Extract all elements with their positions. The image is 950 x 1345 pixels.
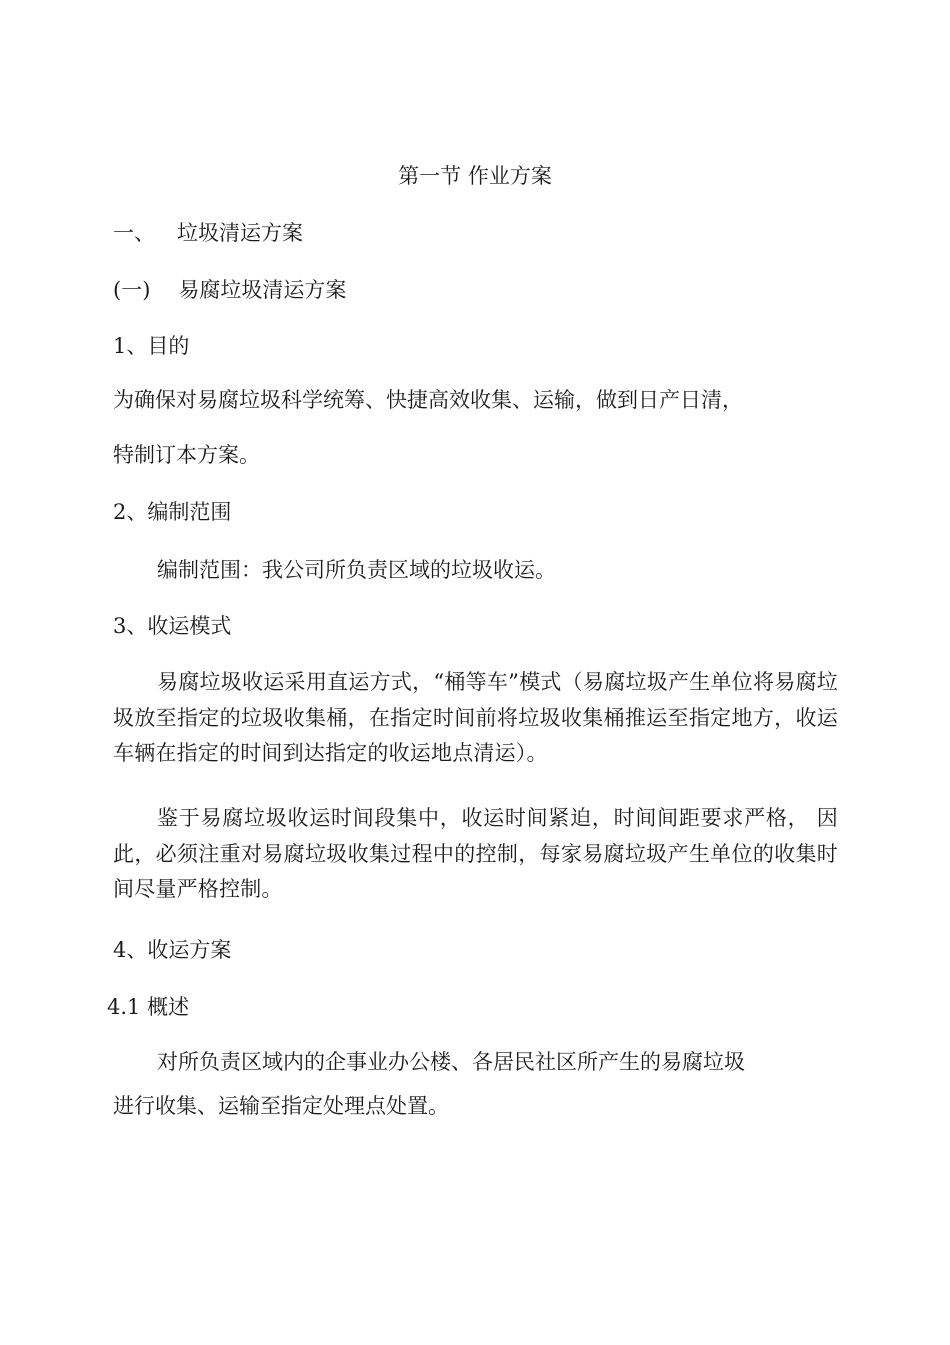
section-4-heading: 4、收运方案 — [113, 938, 232, 962]
heading-level-2-number: (一) — [113, 278, 151, 302]
section-4-1-line-1: 对所负责区域内的企事业办公楼、各居民社区所产生的易腐垃圾 — [157, 1050, 745, 1074]
heading-level-1 — [113, 219, 303, 248]
section-3-paragraph-2: 鉴于易腐垃圾收运时间段集中，收运时间紧迫，时间间距要求严格， 因此，必须注重对易腐垃圾收集过程中的控制，每家易腐垃圾产生单位的收集时间尽量严格控制。 — [113, 806, 838, 901]
section-1-heading: 1、目的 — [113, 334, 190, 358]
section-2-heading: 2、编制范围 — [113, 500, 232, 524]
section-3-heading: 3、收运模式 — [113, 614, 232, 638]
heading-level-2 — [113, 276, 346, 305]
section-3-paragraph-1: 易腐垃圾收运采用直运方式，“桶等车”模式（易腐垃圾产生单位将易腐垃圾放至指定的垃圾收集桶，在指定时间前将垃圾收集桶推运至指定地方，收运车辆在指定的时间到达指定的收运地点清运）。 — [113, 670, 838, 765]
heading-level-1-number: 一、 — [113, 221, 155, 245]
section-1-line-1: 为确保对易腐垃圾科学统筹、快捷高效收集、运输，做到日产日清， — [113, 388, 743, 412]
section-1-line-2: 特制订本方案。 — [113, 443, 260, 467]
section-4-1-heading: 4.1 概述 — [107, 995, 190, 1019]
section-4-1-line-2: 进行收集、运输至指定处理点处置。 — [113, 1094, 449, 1118]
section-2-body: 编制范围：我公司所负责区域的垃圾收运。 — [157, 558, 556, 582]
heading-level-1-text: 垃圾清运方案 — [177, 221, 303, 245]
heading-level-2-text: 易腐垃圾清运方案 — [178, 278, 347, 302]
section-title: 第一节 作业方案 — [398, 164, 552, 188]
